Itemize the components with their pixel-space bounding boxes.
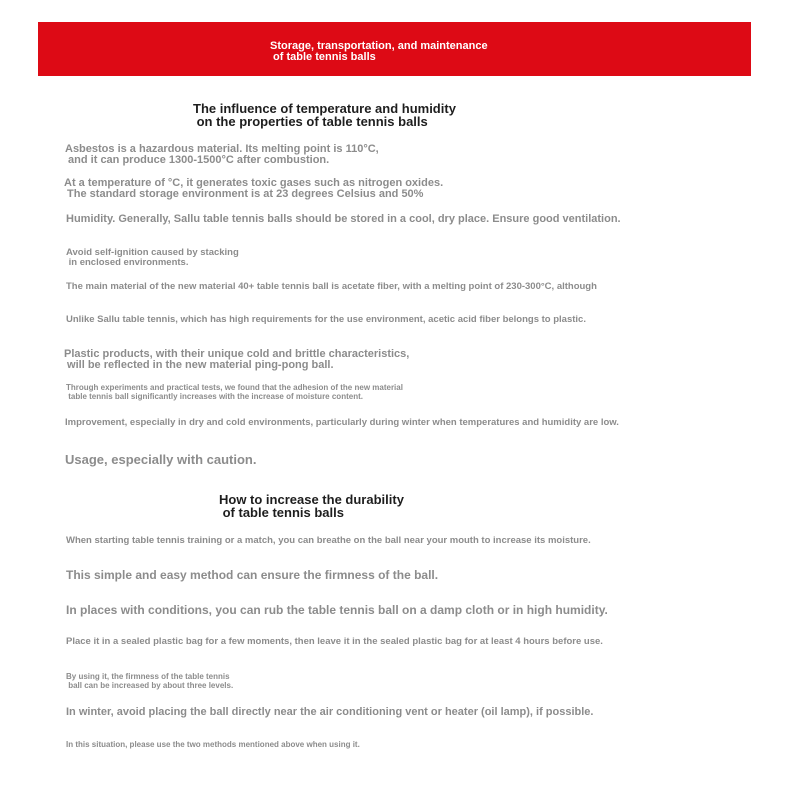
paragraph: In this situation, please use the two methods mentioned above when using it. — [66, 740, 360, 749]
paragraph: Through experiments and practical tests, we found that the adhesion of the new material table tennis ball significantly increases with the increase of moisture content. — [66, 383, 403, 401]
title-banner — [38, 22, 751, 76]
section-heading-temperature-humidity: The influence of temperature and humidity on the properties of table tennis balls — [193, 101, 456, 129]
paragraph: Unlike Sallu table tennis, which has high requirements for the use environment, acetic acid fiber belongs to plastic. — [66, 314, 586, 325]
paragraph: This simple and easy method can ensure the firmness of the ball. — [66, 568, 439, 582]
paragraph: Usage, especially with caution. — [65, 452, 257, 467]
paragraph: Plastic products, with their unique cold and brittle characteristics, will be reflected in the new material ping-pong ball. — [64, 348, 410, 371]
paragraph: In winter, avoid placing the ball directly near the air conditioning vent or heater (oil lamp), if possible. — [66, 706, 594, 718]
paragraph: By using it, the firmness of the table tennis ball can be increased by about three levels. — [66, 672, 234, 690]
paragraph: In places with conditions, you can rub the table tennis ball on a damp cloth or in high humidity. — [66, 603, 608, 617]
paragraph: At a temperature of °C, it generates toxic gases such as nitrogen oxides. The standard storage environment is at 23 degrees Celsius and 50% — [64, 177, 444, 200]
paragraph: Improvement, especially in dry and cold environments, particularly during winter when temperatures and humidity are low. — [65, 417, 619, 428]
paragraph: The main material of the new material 40+ table tennis ball is acetate fiber, with a melting point of 230-300°C, although — [66, 281, 597, 292]
paragraph: Asbestos is a hazardous material. Its melting point is 110°C, and it can produce 1300-1500°C after combustion. — [65, 143, 379, 166]
paragraph: When starting table tennis training or a match, you can breathe on the ball near your mouth to increase its moisture. — [66, 535, 591, 546]
banner-title: Storage, transportation, and maintenance of table tennis balls — [270, 40, 488, 63]
paragraph: Humidity. Generally, Sallu table tennis balls should be stored in a cool, dry place. Ensure good ventilation. — [66, 213, 621, 225]
section-heading-durability: How to increase the durability of table tennis balls — [219, 492, 404, 520]
paragraph: Place it in a sealed plastic bag for a few moments, then leave it in the sealed plastic bag for at least 4 hours before use. — [66, 636, 603, 647]
paragraph: Avoid self-ignition caused by stacking in enclosed environments. — [66, 247, 239, 268]
